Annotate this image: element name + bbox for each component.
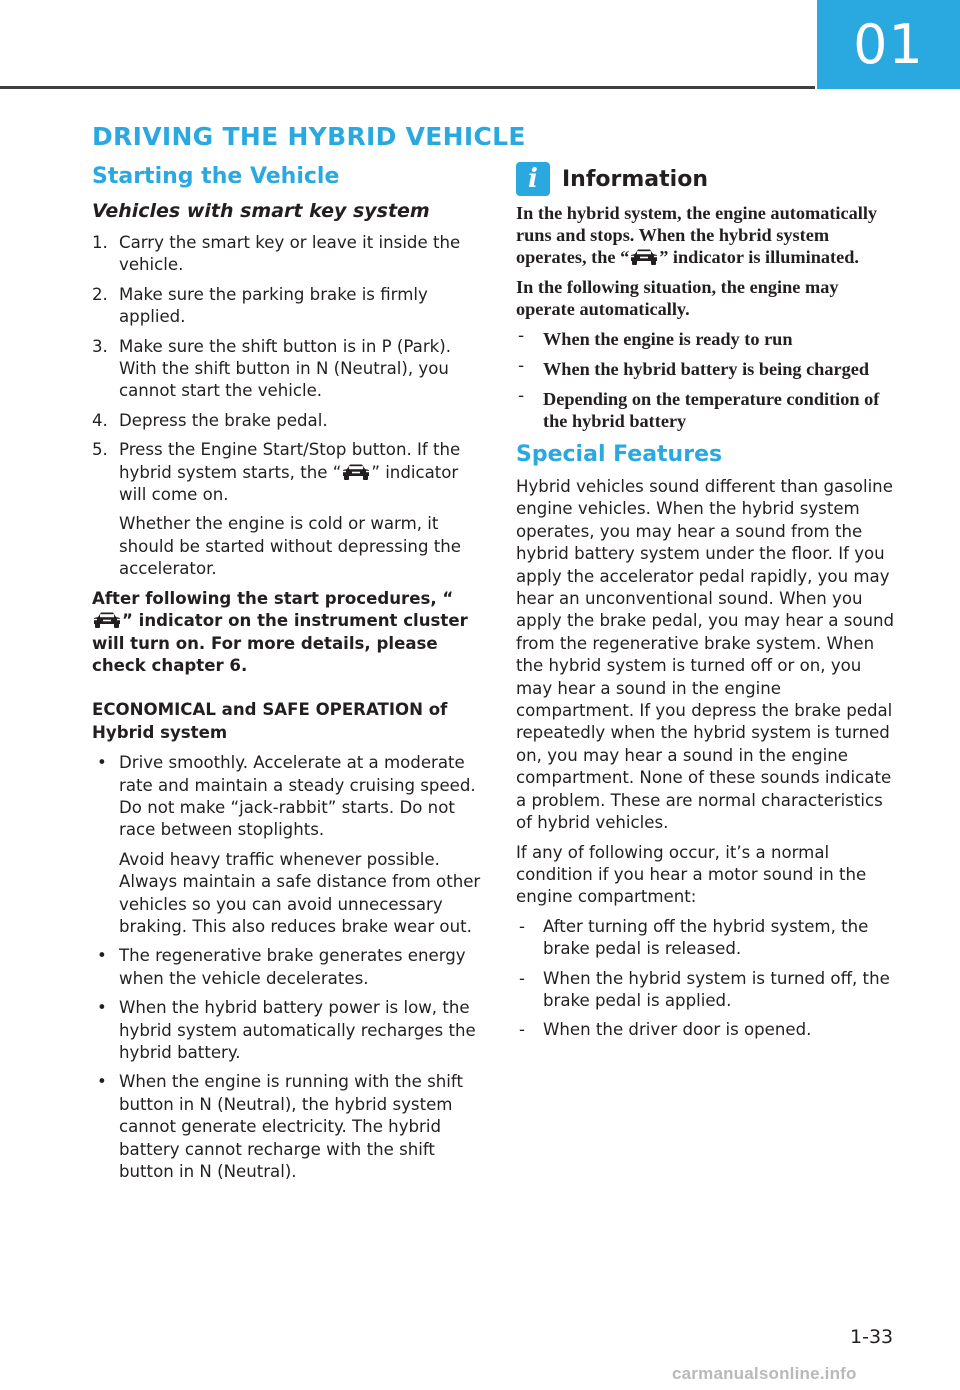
economical-list: [92, 752, 482, 1183]
info-box: [516, 202, 896, 432]
page-number: 1-33: [850, 1326, 894, 1348]
list-item: 4. Depress the brake pedal.: [92, 410, 328, 430]
list-item: • When the engine is running with the shift button in N (Neutral), the hybrid system cannot generate electricity. The hybrid battery cannot recharge with the shift button in N (Neutral).: [97, 1072, 463, 1182]
info-para: In the hybrid system, the engine automatically runs and stops. When the hybrid system operates, the “ ” indicator is illuminated.: [516, 203, 878, 267]
list-item: - When the hybrid battery is being charged: [518, 356, 870, 379]
section-title: DRIVING THE HYBRID VEHICLE: [92, 122, 526, 151]
special-list: [516, 916, 896, 1042]
info-title: Information: [562, 166, 708, 192]
economical-heading: ECONOMICAL and SAFE OPERATION of Hybrid system: [92, 700, 448, 742]
header-rule: [0, 86, 815, 89]
car-ready-icon: [341, 463, 371, 481]
start-steps-list: [92, 232, 482, 581]
list-item: 3. Make sure the shift button is in P (Park). With the shift button in N (Neutral), you cannot start the vehicle.: [92, 336, 452, 401]
list-item: • Drive smoothly. Accelerate at a moderate rate and maintain a steady cruising speed. Do not make “jack-rabbit” starts. Do not race between stoplights. Avoid heavy traffic whenever possible. Always maintain a safe distance from other vehicles so you can avoid unnecessary braking. This also reduces brake wear out.: [97, 753, 481, 936]
special-features-heading: Special Features: [516, 442, 723, 467]
smart-key-heading: Vehicles with smart key system: [92, 200, 430, 222]
info-icon: i: [516, 162, 550, 196]
list-item: 2. Make sure the parking brake is firmly applied.: [92, 284, 428, 327]
left-column: [92, 162, 482, 1190]
list-item: • The regenerative brake generates energy when the vehicle decelerates.: [97, 946, 466, 988]
watermark-link[interactable]: carmanualsonline.info: [672, 1364, 857, 1383]
special-para: If any of following occur, it’s a normal condition if you hear a motor sound in the engine compartment:: [516, 842, 867, 907]
list-item: - When the hybrid system is turned off, the brake pedal is applied.: [519, 968, 890, 1010]
chapter-tab: 01: [817, 0, 960, 89]
list-item: 1. Carry the smart key or leave it inside the vehicle.: [92, 233, 461, 275]
right-column: [516, 162, 896, 1049]
list-item: • When the hybrid battery power is low, the hybrid system automatically recharges the hybrid battery.: [97, 998, 476, 1062]
info-para: In the following situation, the engine may operate automatically.: [516, 277, 839, 319]
special-para: Hybrid vehicles sound different than gasoline engine vehicles. When the hybrid system operates, you may hear a sound from the hybrid battery system under the floor. If you apply the accelerator pedal rapidly, you may hear an unconventional sound. When you apply the brake pedal, you may hear a sound from the regenerative brake system. When the hybrid system is turned off or on, you may hear a sound in the engine compartment. If you depress the brake pedal repeatedly when the hybrid system is turned on, you may hear a sound in the engine compartment. None of these sounds indicate a problem. These are normal characteristics of hybrid vehicles.: [516, 477, 895, 833]
car-ready-icon: [629, 248, 659, 266]
step5-note: Whether the engine is cold or warm, it should be started without depressing the accelerator.: [119, 514, 461, 579]
list-item: 5. Press the Engine Start/Stop button. If the hybrid system starts, the “ ” indicator will come on. Whether the engine is cold or warm, it should be started without depressing the accelerator.: [92, 439, 482, 580]
info-header: [516, 162, 896, 196]
info-list: [516, 328, 896, 432]
list-item: - When the driver door is opened.: [519, 1020, 812, 1040]
starting-vehicle-heading: Starting the Vehicle: [92, 164, 340, 189]
list-item: - Depending on the temperature condition of the hybrid battery: [518, 386, 880, 431]
list-item: - After turning off the hybrid system, the brake pedal is released.: [519, 916, 869, 959]
car-ready-icon: [92, 611, 122, 629]
list-item: - When the engine is ready to run: [518, 326, 793, 349]
after-start-note: After following the start procedures, “” indicator on the instrument cluster will turn on. For more details, please check chapter 6.: [92, 588, 468, 675]
